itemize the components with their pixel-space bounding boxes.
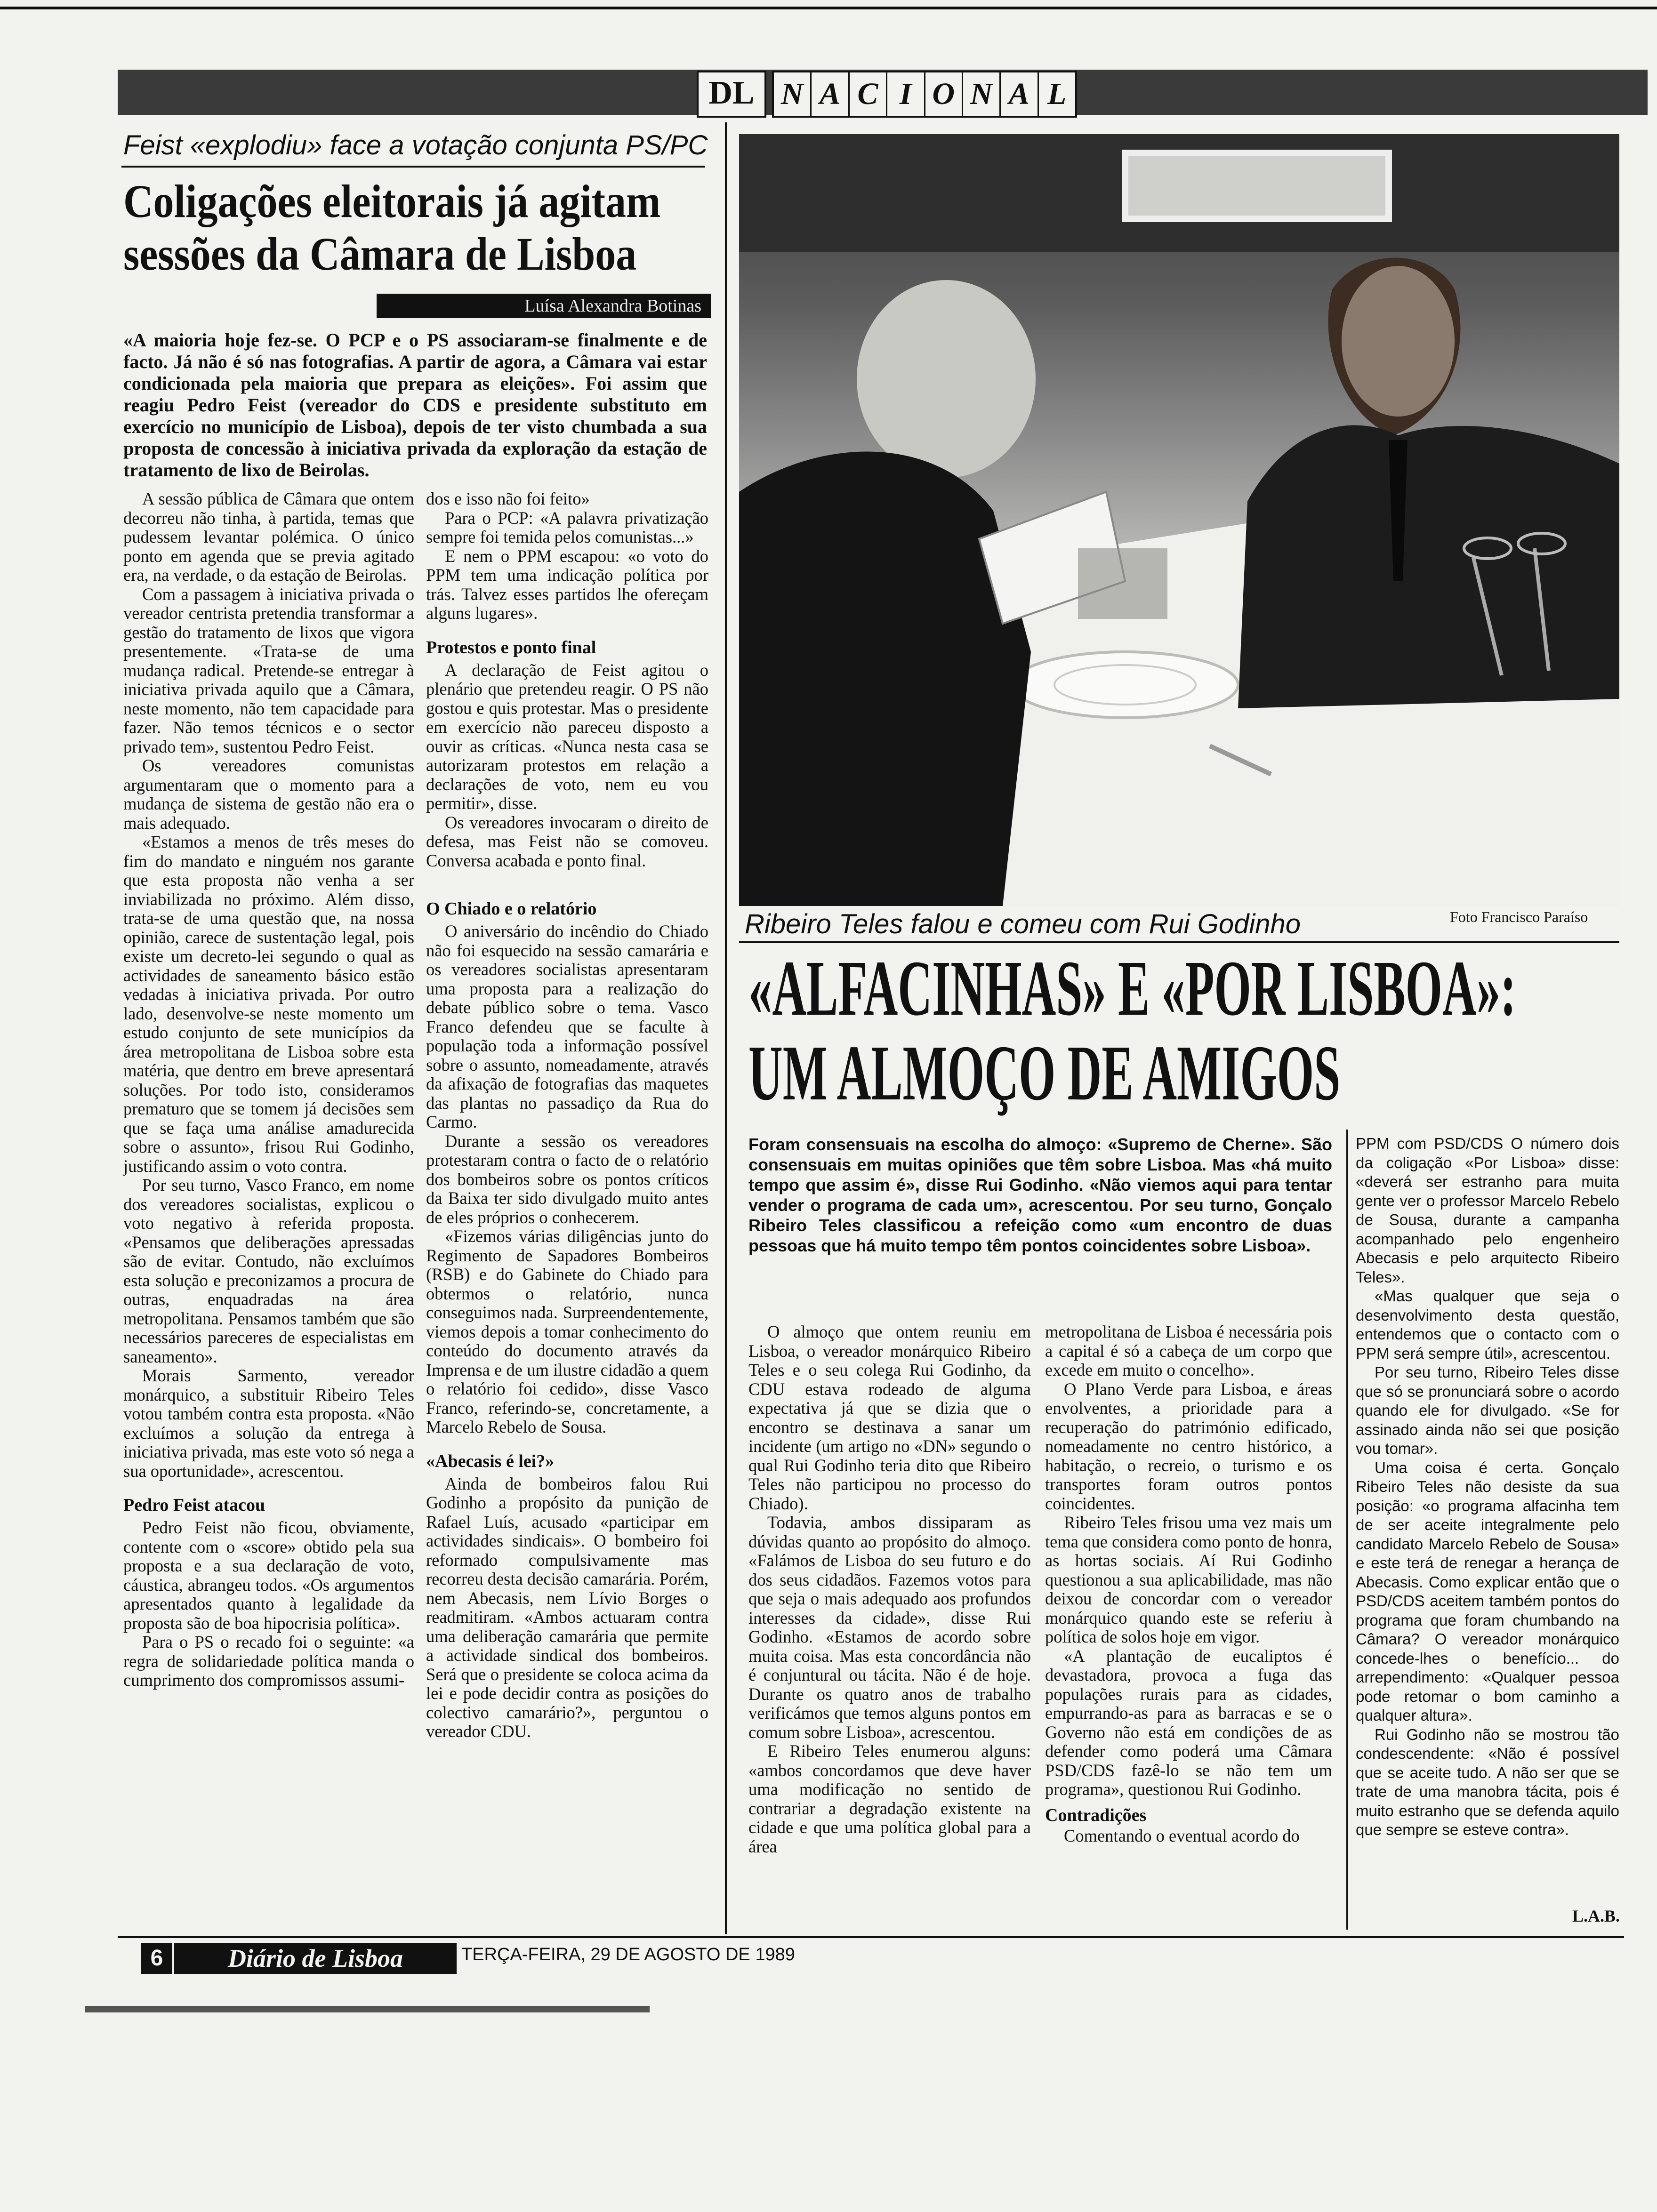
section-title-nacional bbox=[772, 71, 1077, 118]
photo-lunch-meeting bbox=[739, 134, 1619, 906]
column-divider bbox=[1346, 1130, 1348, 1930]
headline-line: sessões da Câmara de Lisboa bbox=[123, 228, 637, 280]
article2-lead: Foram consensuais na escolha do almoço: «Supremo de Cherne». São consensuais em muitas opiniões que têm sobre Lisboa. Mas «há muito tempo que assim é», disse Rui Godinho. «Não viemos aqui para tentar vender o programa de cada um», acrescentou. Por seu turno, Gonçalo Ribeiro Teles classificou a refeição como «um encontro de duas pessoas que há muito tempo têm pontos coincidentes sobre Lisboa». bbox=[748, 1135, 1332, 1255]
article1-kicker: Feist «explodiu» face a votação conjunta PS/PC bbox=[123, 130, 708, 160]
article1-lead: «A maioria hoje fez-se. O PCP e o PS associaram-se finalmente e de facto. Já não é só nas fotografias. A partir de agora, a Câmara vai estar condicionada pela maioria que prepara as eleições». Foi assim que reagiu Pedro Feist (vereador do CDS e presidente substituto em exercício no município de Lisboa), depois de ter visto chumbada a sua proposta de concessão à iniciativa privada da exploração da estação de tratamento de lixo de Beirolas. bbox=[123, 329, 707, 481]
footer-rule bbox=[118, 1936, 1624, 1938]
article2-signature: L.A.B. bbox=[1572, 1907, 1620, 1925]
paragraph: Durante a sessão os vereadores protestaram contra o facto de o relatório dos bombeiros sobre os pontos críticos da Baixa ter sido divulgado muito antes de eles próprios o conhecerem. bbox=[426, 1131, 708, 1227]
article2-column-1 bbox=[748, 1322, 1031, 1856]
subheading-contradicoes: Contradições bbox=[1045, 1805, 1147, 1825]
paragraph: Para o PCP: «A palavra privatização sempre foi temida pelos comunistas...» bbox=[426, 508, 708, 546]
paragraph: «Fizemos várias diligências junto do Regimento de Sapadores Bombeiros (RSB) e do Gabinete do Chiado para obtermos o relatório, nunca conseguimos nada. Surpreendentemente, viemos depois a tomar conhecimento do conteúdo do documento através da Imprensa e de um ilustre cidadão a quem o relatório foi cedido», disse Vasco Franco, referindo-se, concretamente, a Marcelo Rebelo de Sousa. bbox=[426, 1226, 708, 1436]
headline-line: UM ALMOÇO DE AMIGOS bbox=[748, 1029, 1341, 1117]
article2-column-3 bbox=[1356, 1134, 1619, 1840]
paragraph: E nem o PPM escapou: «o voto do PPM tem uma indicação política por trás. Talvez esses partidos lhe ofereçam alguns lugares». bbox=[426, 546, 708, 623]
paragraph: Ainda de bombeiros falou Rui Godinho a propósito da punição de Rafael Luís, acusado «participar em actividades sindicais». O bombeiro foi reformado compulsivamente mas recorreu desta decisão camarária. Porém, nem Abecasis, nem Lívio Borges o readmitiram. «Ambos actuaram contra uma deliberação camarária que permite a actividade sindical dos bombeiros. Será que o presidente se coloca acima da lei e pode decidir contra as posições do colectivo camarário?», perguntou o vereador CDU. bbox=[426, 1474, 708, 1741]
article2-headline bbox=[748, 946, 1643, 1115]
photo-caption: Ribeiro Teles falou e comeu com Rui Godinho bbox=[745, 909, 1301, 939]
paragraph: PPM com PSD/CDS O número dois da coligação «Por Lisboa» disse: «deverá ser estranho para muita gente ver o professor Marcelo Rebelo de Sousa, durante a campanha acompanhado pelo engenheiro Abecasis e pelo arquitecto Ribeiro Teles». bbox=[1356, 1135, 1619, 1286]
photo-illustration bbox=[739, 134, 1619, 906]
paragraph: dos e isso não foi feito» bbox=[426, 489, 590, 508]
paragraph: Ribeiro Teles frisou uma vez mais um tema que considera como ponto de honra, as hortas sociais. Aí Rui Godinho questionou a sua aplicabilidade, mas não deixou de concordar com o vereador monárquico quando este se referiu à política de solos hoje em vigor. bbox=[1045, 1513, 1332, 1646]
paragraph: «Mas qualquer que seja o desenvolvimento desta questão, entendemos que o contacto com o PPM será sempre útil», acrescentou. bbox=[1356, 1287, 1619, 1362]
bottom-scan-band bbox=[85, 2006, 650, 2012]
paragraph: Comentando o eventual acordo do bbox=[1064, 1826, 1300, 1845]
paragraph: Os vereadores invocaram o direito de defesa, mas Feist não se comoveu. Conversa acabada e ponto final. bbox=[426, 812, 708, 870]
paragraph: Pedro Feist não ficou, obviamente, contente com o «score» obtido pela sua proposta e a sua declaração de voto, cáustica, abrangeu todos. «Os argumentos apresentados quanto à legalidade da proposta são de boa hipocrisia política». bbox=[123, 1518, 414, 1633]
footer-brand: Diário de Lisboa bbox=[174, 1943, 457, 1974]
subheading-chiado: O Chiado e o relatório bbox=[426, 899, 597, 919]
section-letter: N bbox=[963, 72, 1001, 116]
section-letter: A bbox=[1001, 72, 1038, 116]
paragraph: E Ribeiro Teles enumerou alguns: «ambos concordamos que deve haver uma modificação no sentido de contrariar a degradação existente na cidade e que uma política global para a área bbox=[748, 1741, 1031, 1856]
section-letter: L bbox=[1047, 77, 1067, 111]
headline-line: Coligações eleitorais já agitam bbox=[123, 175, 661, 227]
paragraph: Rui Godinho não se mostrou tão condescendente: «Não é possível que se aceite tudo. A não ser que se trate de uma manobra tácita, pois é muito estranho que se defenda aquilo que sempre se esteve contra». bbox=[1356, 1725, 1619, 1838]
section-letter: O bbox=[925, 72, 963, 116]
article1-column-1 bbox=[123, 489, 414, 1690]
photo-credit: Foto Francisco Paraíso bbox=[1450, 908, 1588, 925]
article1-headline bbox=[123, 175, 782, 281]
paragraph: A sessão pública de Câmara que ontem decorreu não tinha, à partida, temas que pudessem levantar polémica. O único ponto em agenda que se previa agitado era, na verdade, o da estação de Beirolas. bbox=[123, 489, 414, 585]
subheading-abecasis: «Abecasis é lei?» bbox=[426, 1451, 555, 1471]
paragraph: O almoço que ontem reuniu em Lisboa, o vereador monárquico Ribeiro Teles e o seu colega Rui Godinho, da CDU estava rodeado de alguma expectativa já que se dizia que o encontro se destinava a sanar um incidente (um artigo no «DN» segundo o qual Rui Godinho teria dito que Ribeiro Teles não participou no processo do Chiado). bbox=[748, 1322, 1031, 1513]
paragraph: Todavia, ambos dissiparam as dúvidas quanto ao propósito do almoço. «Falámos de Lisboa do seu futuro e do dos seus cidadãos. Fazemos votos para que seja o mais adequado aos profundos interesses da cidade», disse Rui Godinho. «Estamos de acordo sobre muita coisa. Mas esta concordância não é conjuntural ou tácita. Não é de hoje. Durante os quatro anos de trabalho verificámos que temos alguns pontos em comum sobre Lisboa», acrescentou. bbox=[748, 1513, 1031, 1742]
issue-date: TERÇA-FEIRA, 29 DE AGOSTO DE 1989 bbox=[461, 1945, 795, 1964]
section-letter: A bbox=[812, 72, 849, 116]
headline-line: «ALFACINHAS» E «POR LISBOA»: bbox=[748, 945, 1516, 1032]
paragraph: Por seu turno, Vasco Franco, em nome dos vereadores socialistas, explicou o voto negativo à referida proposta. «Pensamos que deliberações apressadas são de evitar. Contudo, não excluímos esta solução e preconizamos a procura de outras, enquadradas na área metropolitana. Pensamos também que são necessários pareceres de especialistas em saneamento». bbox=[123, 1175, 414, 1366]
paragraph: Por seu turno, Ribeiro Teles disse que só se pronunciará sobre o acordo quando ele for divulgado. «Se for assinado ainda não sei que posição vou tomar». bbox=[1356, 1363, 1619, 1457]
paragraph: metropolitana de Lisboa é necessária pois a capital é só a cabeça de um corpo que excede em muito o concelho». bbox=[1045, 1322, 1332, 1379]
paragraph: «Estamos a menos de três meses do fim do mandato e ninguém nos garante que esta proposta não venha a ser inviabilizada no próximo. Além disso, trata-se de uma questão que, na nossa opinião, carece de sustentação legal, pois existe um decreto-lei segundo o qual as actividades de saneamento básico estão vedadas à iniciativa privada. Por outro lado, desenvolve-se neste momento um estudo conjunto de sete municípios da área metropolitana de Lisboa sobre esta matéria, que dentro em breve apresentará soluções. Por todo isto, consideramos prematuro que se tomem já decisões sem que se faça uma análise amadurecida sobre o assunto», frisou Rui Godinho, justificando assim o voto contra. bbox=[123, 832, 414, 1176]
section-letter: N bbox=[774, 72, 812, 116]
kicker-rule bbox=[121, 166, 705, 168]
paragraph: Com a passagem à iniciativa privada o vereador centrista pretendia transformar a gestão do tratamento de lixos que vigora presentemente. «Trata-se de uma mudança radical. Pretende-se entregar à iniciativa privada aquilo que a Câmara, neste momento, não tem capacidade para fazer. Não temos técnicos e o sector privado tem», sustentou Pedro Feist. bbox=[123, 584, 414, 756]
article2-column-2 bbox=[1045, 1322, 1332, 1846]
top-rule bbox=[0, 7, 1657, 9]
masthead-logo: DL bbox=[697, 71, 766, 118]
paragraph: Morais Sarmento, vereador monárquico, a substituir Ribeiro Teles votou também contra esta proposta. «Não excluímos a solução da entrega à iniciativa privada, mas este voto só nega a sua oportunidade», acrescentou. bbox=[123, 1366, 414, 1481]
page-number: 6 bbox=[141, 1943, 172, 1974]
section-letter: C bbox=[850, 72, 887, 116]
article1-byline: Luísa Alexandra Botinas bbox=[377, 294, 711, 318]
article1-column-2 bbox=[426, 489, 708, 1741]
column-divider bbox=[725, 122, 727, 1934]
section-letter: I bbox=[887, 72, 925, 116]
paragraph: A declaração de Feist agitou o plenário que pretendeu reagir. O PS não gostou e quis protestar. Mas o presidente em exercício não pareceu disposto a ouvir as críticas. «Nunca nesta casa se autorizaram protestos em relação a declarações de voto, nem eu vou permitir», disse. bbox=[426, 660, 708, 813]
subheading-protestos: Protestos e ponto final bbox=[426, 637, 596, 657]
caption-rule bbox=[739, 941, 1619, 943]
subheading-pedro-feist: Pedro Feist atacou bbox=[123, 1495, 265, 1515]
paragraph: Os vereadores comunistas argumentaram que o momento para a mudança de sistema de gestão não era o mais adequado. bbox=[123, 756, 414, 833]
paragraph: Para o PS o recado foi o seguinte: «a regra de solidariedade política manda o cumprimento dos compromissos assumi- bbox=[123, 1632, 414, 1690]
paragraph: Uma coisa é certa. Gonçalo Ribeiro Teles não desiste da sua posição: «o programa alfacinha tem de ser aceite integralmente pelo candidato Marcelo Rebelo de Sousa» e este terá de renegar a herança de Abecasis. Como explicar então que o PSD/CDS aceitem também pontos do programa que foram chumbando na Câmara? O vereador monárquico concede-lhes o benefício... do arrependimento: «Qualquer pessoa pode retomar o bom caminho a qualquer altura». bbox=[1356, 1459, 1619, 1724]
paragraph: O aniversário do incêndio do Chiado não foi esquecido na sessão camarária e os vereadores socialistas apresentaram uma proposta para a realização do debate público sobre o tema. Vasco Franco defendeu que se faculte à população toda a informação possível sobre o assunto, nomeadamente, através da afixação de fotografias das maquetes das plantas no passadiço da Rua do Carmo. bbox=[426, 922, 708, 1131]
paragraph: O Plano Verde para Lisboa, e áreas envolventes, a prioridade para a recuperação do património edificado, nomeadamente no centro histórico, a habitação, o recreio, o turismo e os transportes foram outros pontos coincidentes. bbox=[1045, 1379, 1332, 1513]
paragraph: «A plantação de eucaliptos é devastadora, provoca a fuga das populações rurais para as cidades, empurrando-as para as barracas e se o Governo não está em condições de as defender como poderá uma Câmara PSD/CDS fazê-lo se não tem um programa», questionou Rui Godinho. bbox=[1045, 1646, 1332, 1799]
